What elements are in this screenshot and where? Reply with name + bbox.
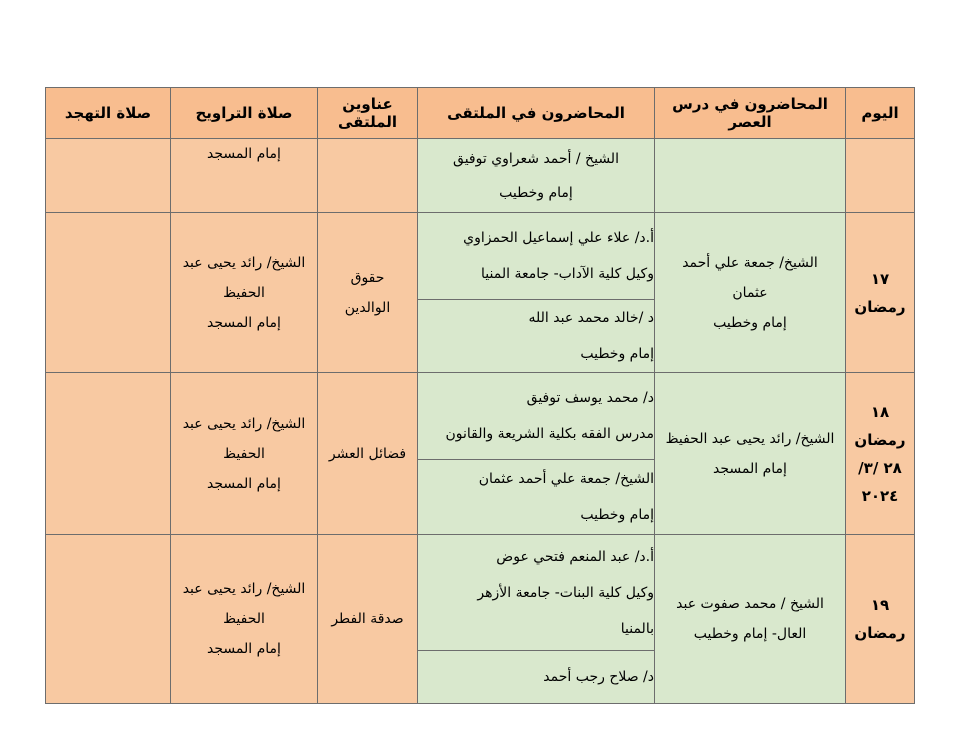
taraweeh-cell — [171, 373, 318, 535]
day-cell — [846, 373, 915, 535]
forum-title-line: صدقة الفطر — [331, 611, 404, 627]
asr-cell — [655, 213, 846, 373]
asr-lecturer-line: إمام وخطيب — [713, 314, 787, 331]
asr-lecturer-line: الشيخ/ جمعة علي أحمد — [682, 254, 818, 271]
forum-lecturer-line: وكيل كلية الآداب- جامعة المنيا — [481, 266, 654, 282]
taraweeh-cell — [171, 139, 318, 213]
tahajjud-cell — [46, 139, 171, 213]
asr-lecturer-line: عثمان — [732, 284, 768, 301]
forum-lecturer-role: إمام وخطيب — [499, 184, 573, 201]
tahajjud-cell — [46, 373, 171, 535]
forum-lecturer-name: الشيخ / أحمد شعراوي توفيق — [453, 150, 619, 167]
forum-lecturer-cell — [418, 373, 655, 460]
schedule-table — [45, 87, 915, 704]
header-asr-lecturers: المحاضرون في درس العصر — [655, 88, 846, 139]
table-row — [46, 535, 915, 651]
day-month: رمضان — [854, 297, 906, 316]
forum-title-cell — [318, 373, 418, 535]
header-taraweeh: صلاة التراويح — [171, 88, 318, 139]
taraweeh-imam: إمام المسجد — [207, 146, 281, 162]
forum-title-cell — [318, 535, 418, 704]
forum-title-line: حقوق — [350, 269, 385, 286]
tahajjud-cell — [46, 213, 171, 373]
table-row — [46, 373, 915, 460]
day-number: ١٩ — [870, 596, 890, 614]
forum-title-cell — [318, 213, 418, 373]
forum-lecturer-cell — [418, 300, 655, 373]
forum-lecturer-cell — [418, 460, 655, 535]
header-row — [46, 88, 915, 139]
table-row — [46, 213, 915, 300]
day-cell — [846, 213, 915, 373]
day-cell — [846, 535, 915, 704]
taraweeh-line: الشيخ/ رائد يحيى عبد — [182, 415, 306, 432]
day-number: ١٧ — [870, 269, 890, 288]
forum-lecturer-cell — [418, 213, 655, 300]
forum-lecturer-cell — [418, 139, 655, 213]
asr-lecturer-line: إمام المسجد — [713, 460, 787, 477]
asr-cell — [655, 373, 846, 535]
forum-lecturer-line: وكيل كلية البنات- جامعة الأزهر — [477, 584, 654, 601]
asr-cell — [655, 535, 846, 704]
taraweeh-line: إمام المسجد — [207, 641, 281, 657]
taraweeh-line: إمام المسجد — [207, 475, 281, 492]
taraweeh-cell — [171, 213, 318, 373]
forum-title-line: فضائل العشر — [328, 445, 407, 462]
forum-title-cell — [318, 139, 418, 213]
tahajjud-cell — [46, 535, 171, 704]
forum-lecturer-line: الشيخ/ جمعة علي أحمد عثمان — [478, 471, 654, 487]
forum-lecturer-line: د/ صلاح رجب أحمد — [543, 669, 654, 685]
table-row — [46, 139, 915, 213]
day-year: ٢٠٢٤ — [861, 486, 899, 505]
asr-lecturer-line: العال- إمام وخطيب — [693, 626, 807, 642]
day-cell — [846, 139, 915, 213]
taraweeh-cell — [171, 535, 318, 704]
forum-lecturer-line: بالمنيا — [620, 620, 654, 637]
forum-lecturer-line: إمام وخطيب — [580, 507, 654, 523]
day-month: رمضان — [854, 430, 906, 449]
taraweeh-line: الحفيظ — [223, 445, 265, 462]
asr-lecturer-line: الشيخ / محمد صفوت عبد — [676, 596, 824, 612]
forum-lecturer-line: إمام وخطيب — [580, 346, 654, 362]
taraweeh-line: إمام المسجد — [207, 314, 281, 331]
forum-title-line: الوالدين — [344, 299, 391, 316]
day-number: ١٨ — [870, 402, 890, 421]
taraweeh-line: الشيخ/ رائد يحيى عبد — [182, 254, 306, 271]
header-day: اليوم — [846, 88, 915, 139]
forum-lecturer-cell — [418, 651, 655, 704]
forum-lecturer-line: مدرس الفقه بكلية الشريعة والقانون — [445, 426, 654, 442]
forum-lecturer-line: د/ محمد يوسف توفيق — [526, 390, 654, 406]
asr-cell — [655, 139, 846, 213]
forum-lecturer-line: أ.د/ علاء علي إسماعيل الحمزاوي — [463, 230, 654, 246]
forum-lecturer-line: د /خالد محمد عبد الله — [528, 310, 654, 326]
day-date: ٢٨ /٣/ — [858, 458, 902, 477]
header-tahajjud: صلاة التهجد — [46, 88, 171, 139]
header-forum-lecturers: المحاضرون في الملتقى — [418, 88, 655, 139]
forum-lecturer-line: أ.د/ عبد المنعم فتحي عوض — [496, 548, 654, 565]
taraweeh-line: الشيخ/ رائد يحيى عبد — [182, 581, 306, 597]
header-forum-titles: عناوين الملتقى — [318, 88, 418, 139]
taraweeh-line: الحفيظ — [223, 284, 265, 301]
asr-lecturer-line: الشيخ/ رائد يحيى عبد الحفيظ — [665, 430, 835, 447]
taraweeh-line: الحفيظ — [223, 611, 265, 627]
forum-lecturer-cell — [418, 535, 655, 651]
day-month: رمضان — [854, 624, 906, 642]
